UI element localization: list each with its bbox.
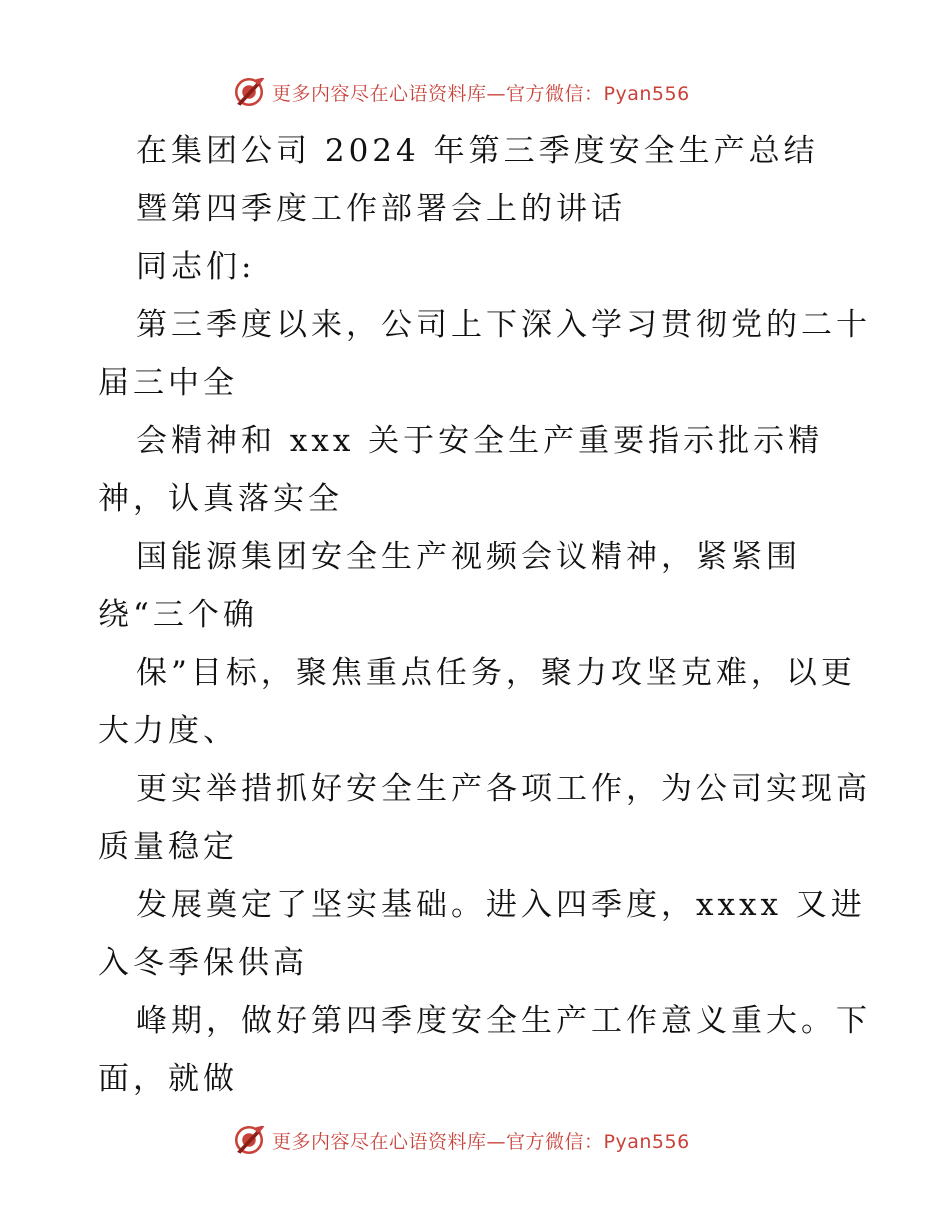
paragraph (98, 296, 871, 1108)
header-banner (232, 72, 690, 112)
paragraph-line: 会精神和 xxx 关于安全生产重要指示批示精 (136, 423, 824, 459)
paragraph-line: 入冬季保供高 (98, 945, 308, 981)
document-title-line-2: 暨第四季度工作部署会上的讲话 (136, 191, 626, 227)
footer-banner (232, 1120, 690, 1160)
paragraph-line: 国能源集团安全生产视频会议精神，紧紧围 (136, 539, 801, 575)
header-banner-text: 更多内容尽在心语资料库—官方微信：Pyan556 (272, 82, 690, 105)
quill-seal-icon (232, 1123, 266, 1157)
quill-seal-icon (232, 75, 266, 109)
paragraph-line: 保”目标，聚焦重点任务，聚力攻坚克难，以更 (136, 655, 856, 691)
paragraph-line: 神，认真落实全 (98, 481, 343, 517)
salutation: 同志们: (136, 249, 256, 285)
footer-banner-text: 更多内容尽在心语资料库—官方微信：Pyan556 (272, 1130, 690, 1153)
paragraph-line: 更实举措抓好安全生产各项工作，为公司实现高 (136, 771, 871, 807)
paragraph-line: 大力度、 (98, 713, 238, 749)
paragraph-line: 峰期，做好第四季度安全生产工作意义重大。下 (136, 1003, 871, 1039)
paragraph-line: 第三季度以来，公司上下深入学习贯彻党的二十 (136, 307, 871, 343)
paragraph-line: 绕“三个确 (98, 597, 258, 633)
paragraph-line: 届三中全 (98, 365, 238, 401)
document-body (98, 122, 871, 1108)
paragraph-line: 面，就做 (98, 1061, 238, 1097)
paragraph-line: 发展奠定了坚实基础。进入四季度，xxxx 又进 (136, 887, 866, 923)
document-title-line-1: 在集团公司 2024 年第三季度安全生产总结 (136, 133, 819, 169)
paragraph-line: 质量稳定 (98, 829, 238, 865)
